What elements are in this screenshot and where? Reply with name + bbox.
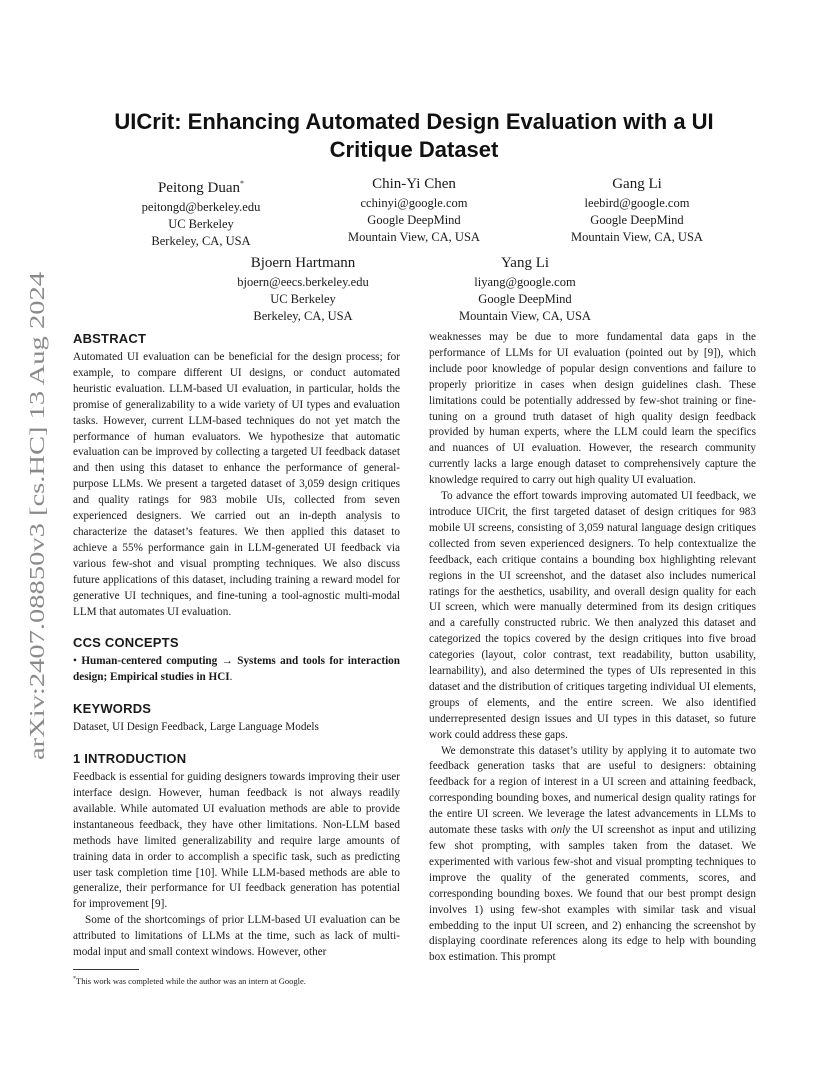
paper-title: UICrit: Enhancing Automated Design Evaluation with a UI Critique Dataset bbox=[114, 109, 714, 162]
author-affiliation: Google DeepMind bbox=[478, 292, 572, 306]
author-block bbox=[410, 253, 640, 325]
author-email[interactable]: liyang@google.com bbox=[474, 275, 576, 289]
arxiv-stamp-text: arXiv:2407.08850v3 [cs.HC] 13 Aug 2024 bbox=[25, 392, 49, 760]
body-paragraph: We demonstrate this dataset’s utility by applying it to automate two feedback generation tasks that are useful to designers: obtaining feedback for a region of interest in a UI screen and attaining feedback, corresponding bounding boxes, and numerical design quality ratings for the entire UI screen. We leverage the latest advancements in LLMs to automate these tasks with only the UI screenshot as input and utilizing few shot prompting, with samples taken from the dataset. We experimented with various few-shot and visual prompting techniques to improve the quality of the generated comments, scores, and corresponding bounding boxes. We found that our best prompt design involves 1) using few-shot examples with similar task and visual embedding to the input UI screen, and 2) enhancing the screenshot by displaying coordinate references along its edge to help with bounding box estimation. This prompt bbox=[429, 744, 756, 964]
author-name: Yang Li bbox=[500, 255, 550, 271]
keywords-heading: KEYWORDS bbox=[73, 701, 152, 717]
author-email[interactable]: leebird@google.com bbox=[584, 196, 690, 210]
author-affiliation: Google DeepMind bbox=[590, 213, 684, 227]
author-location: Mountain View, CA, USA bbox=[571, 230, 703, 244]
author-email[interactable]: bjoern@eecs.berkeley.edu bbox=[237, 275, 369, 289]
author-email[interactable]: cchinyi@google.com bbox=[360, 196, 468, 210]
intro-heading: 1 INTRODUCTION bbox=[73, 751, 187, 767]
emphasis-only: only bbox=[550, 824, 571, 837]
arxiv-stamp bbox=[14, 270, 54, 770]
author-name: Bjoern Hartmann bbox=[250, 255, 356, 271]
ccs-heading: CCS CONCEPTS bbox=[73, 635, 179, 651]
intro-paragraph: Feedback is essential for guiding designers towards improving their user interface design. However, human feedback is not always readily available. While automated UI evaluation methods are able to provide instantaneous feedback, they have other limitations. Non-LLM based methods have limited generalizability and require large amounts of training data in order to accomplish a specific task, such as predicting user task completion time [10]. While LLM-based methods are able to generalize, their performance for UI feedback generation has potential for improvement [9]. bbox=[73, 771, 400, 911]
author-name: Gang Li bbox=[612, 176, 662, 192]
author-block bbox=[86, 174, 316, 250]
body-paragraph: To advance the effort towards improving automated UI feedback, we introduce UICrit, the first targeted dataset of design critiques for 983 mobile UI screens, consisting of 3,059 natural language design critiques collected from seven experienced designers. To help contextualize the feedback, each critique contains a bounding box highlighting relevant regions in the UI screenshot, and the dataset also includes numerical ratings for the aesthetics, usability, and overall design quality for each UI screen, which were manually determined from its design critiques and a carefully constructed rubric. We then analyzed this dataset and categorized the topics covered by the design critiques into five broad categories (layout, color contrast, text readability, button usability, learnability), and also determined the types of UIs represented in this dataset and the distribution of critiques targeting individual UI elements, groups of elements, and the entire screen. We also identified underrepresented design issues and UI types in this dataset, so future work could address these gaps. bbox=[429, 490, 756, 741]
abstract-text: Automated UI evaluation can be beneficial for the design process; for example, to compare different UI designs, or conduct automated heuristic evaluation. LLM-based UI evaluation, in particular, holds the promise of generalizability to a wide variety of UI types and evaluation tasks. However, current LLM-based techniques do not yet match the performance of human evaluators. We hypothesize that automatic evaluation can be improved by collecting a targeted UI feedback dataset and then using this dataset to enhance the performance of general-purpose LLMs. We present a targeted dataset of 3,059 design critiques and quality ratings for 983 mobile UIs, collected from seven experienced designers. We carried out an in-depth analysis to characterize the dataset’s features. We then applied this dataset to achieve a 55% performance gain in LLM-generated UI feedback via various few-shot and visual prompting techniques. We also discuss future applications of this dataset, including training a reward model for generative UI techniques, and fine-tuning a tool-agnostic multi-modal LLM that automates UI evaluation. bbox=[73, 351, 400, 618]
ccs-terms: Human-centered computing → Systems and tools for interaction design; Empirical studies in HCI bbox=[73, 655, 400, 684]
body-paragraph: weaknesses may be due to more fundamental data gaps in the performance of LLMs for UI evaluation (pointed out by [9]), which include poor knowledge of popular design conventions and failure to properly prioritize in cases when design guidelines clash. These limitations could be potentially addressed by few-shot training or fine-tuning on a ground truth dataset of high quality design feedback provided by human experts, where the LLM could learn the specifics and nuances of UI evaluation. However, the research community currently lacks a large enough dataset to comprehensively capture the knowledge required to carry out high quality UI evaluation. bbox=[429, 331, 756, 487]
author-email[interactable]: peitongd@berkeley.edu bbox=[141, 200, 261, 214]
footnote-rule bbox=[73, 969, 139, 970]
author-affiliation: UC Berkeley bbox=[168, 217, 234, 231]
footnote-mark: * bbox=[240, 179, 245, 188]
author-affiliation: Google DeepMind bbox=[367, 213, 461, 227]
author-location: Berkeley, CA, USA bbox=[151, 234, 251, 248]
author-block bbox=[188, 253, 418, 325]
author-location: Berkeley, CA, USA bbox=[253, 309, 353, 323]
author-block bbox=[522, 174, 752, 246]
left-column bbox=[73, 330, 400, 987]
intro-paragraph: Some of the shortcomings of prior LLM-based UI evaluation can be attributed to limitations of LLMs at the time, such as lack of multi-modal input and small context windows. However, other bbox=[73, 914, 400, 959]
author-block bbox=[299, 174, 529, 246]
ccs-concepts: • Human-centered computing → Systems and tools for interaction design; Empirical studies in HCI. bbox=[73, 655, 400, 684]
keywords-text: Dataset, UI Design Feedback, Large Language Models bbox=[73, 721, 319, 734]
footnote: *This work was completed while the author was an intern at Google. bbox=[73, 975, 306, 986]
author-name: Peitong Duan* bbox=[157, 179, 245, 196]
right-column bbox=[429, 330, 756, 966]
author-name: Chin-Yi Chen bbox=[372, 176, 456, 192]
author-affiliation: UC Berkeley bbox=[270, 292, 336, 306]
abstract-heading: ABSTRACT bbox=[73, 331, 147, 346]
author-location: Mountain View, CA, USA bbox=[348, 230, 480, 244]
author-location: Mountain View, CA, USA bbox=[459, 309, 591, 323]
